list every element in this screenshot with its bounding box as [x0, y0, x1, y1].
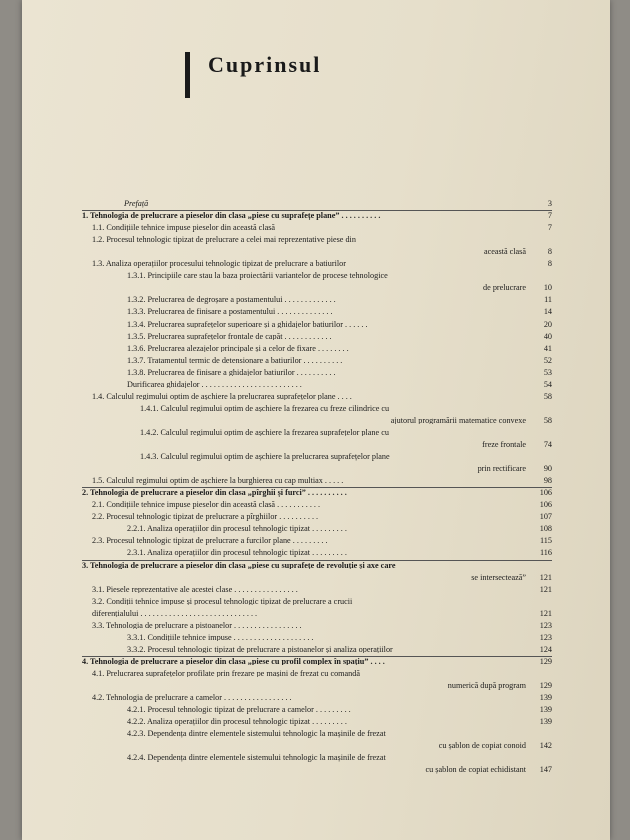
toc-entry	[82, 646, 552, 654]
toc-entry-page: 20	[543, 320, 552, 328]
toc-entry	[82, 694, 552, 702]
toc-entry-text: 1.4.3. Calculul regimului optim de așchiere la prelucrarea suprafețelor plane	[140, 453, 390, 461]
toc-entry-text: prin rectificare	[477, 465, 526, 473]
toc-entry	[82, 393, 552, 401]
toc-entry-text: 1.3.8. Prelucrarea de finisare a ghidajelor batiurilor . . . . . . . . . .	[127, 368, 336, 377]
toc-entry-text: 1.2. Procesul tehnologic tipizat de prelucrare a celei mai reprezentative piese din	[92, 236, 356, 244]
toc-entry	[82, 321, 552, 329]
toc-entry-page: 121	[539, 573, 552, 582]
toc-entry-text: 1.4.1. Calculul regimului optim de așchiere la frezarea cu freze cilindrice cu	[140, 404, 390, 413]
toc-entry-text: 2.3. Procesul tehnologic tipizat de prelucrare a furcilor plane . . . . . . . . .	[92, 537, 328, 545]
section-divider	[82, 210, 552, 211]
toc-entry	[82, 212, 552, 220]
toc-entry-page: 7	[547, 212, 552, 220]
toc-entry-page: 124	[539, 645, 552, 654]
toc-entry	[82, 501, 552, 509]
toc-entry-page: 116	[540, 549, 552, 557]
toc-entry-text: 4. Tehnologia de prelucrare a pieselor din clasa „piese cu profil complex în spațiu” . . . .	[82, 657, 385, 666]
toc-entry-page: 108	[539, 525, 552, 533]
toc-entry-text: 4.2.2. Analiza operațiilor din procesul tehnologic tipizat . . . . . . . . .	[127, 718, 347, 726]
toc-entry	[82, 272, 552, 280]
toc-entry-page: 90	[543, 465, 552, 473]
toc-entry-page: 106	[539, 501, 552, 509]
toc-entry	[82, 248, 552, 256]
toc-entry	[82, 345, 552, 353]
toc-entry-text: 3.3.1. Condițiile tehnice impuse . . . . . . . . . . . . . . . . . . . .	[127, 633, 314, 642]
toc-entry-text: 3. Tehnologia de prelucrare a pieselor din clasa „piese cu suprafețe de revoluție și axe care	[82, 561, 396, 569]
section-divider	[82, 656, 552, 657]
toc-entry-page: 7	[547, 224, 552, 232]
toc-entry-text: 1.3.6. Prelucrarea alezajelor principale și a celor de fixare . . . . . . . .	[127, 344, 349, 353]
toc-entry-text: se intersectează”	[471, 573, 526, 582]
toc-entry	[82, 562, 552, 570]
section-divider	[82, 560, 552, 561]
toc-entry-page: 40	[543, 332, 552, 341]
toc-entry	[82, 610, 552, 618]
toc-entry-page: 129	[539, 682, 552, 690]
toc-entry-page: 74	[543, 441, 552, 449]
toc-entry-page: 107	[539, 513, 552, 521]
toc-entry	[82, 453, 552, 461]
toc-entry-text: 3.1. Piesele reprezentative ale acestei clase . . . . . . . . . . . . . . . .	[92, 585, 298, 594]
toc-entry-text: 1.3.2. Prelucrarea de degroșare a postamentului . . . . . . . . . . . . .	[127, 296, 336, 304]
toc-entry-page: 115	[540, 537, 552, 545]
toc-entry-page: 11	[544, 296, 552, 304]
toc-entry-text: 1.1. Condițiile tehnice impuse pieselor din această clasă	[92, 224, 276, 232]
toc-entry	[82, 682, 552, 690]
toc-entry-page: 139	[539, 694, 552, 702]
toc-entry-text: 4.1. Prelucrarea suprafețelor profilate prin frezare pe mașini de frezat cu comandă	[92, 669, 361, 678]
toc-entry-page: 52	[543, 356, 552, 365]
toc-entry-text: 1.3.7. Tratamentul termic de detensionare a batiurilor . . . . . . . . . .	[127, 356, 343, 365]
toc-entry	[82, 284, 552, 292]
toc-entry-text: 1.3.1. Principiile care stau la baza proiectării variantelor de procese tehnologice	[127, 272, 388, 280]
toc-entry-page: 142	[539, 742, 552, 750]
toc-entry	[82, 200, 552, 208]
toc-entry	[82, 706, 552, 714]
toc-entry-page: 147	[539, 766, 552, 774]
toc-entry	[82, 754, 552, 762]
toc-entry-text: această clasă	[483, 248, 526, 256]
toc-entry	[82, 260, 552, 268]
toc-entry-page: 58	[543, 416, 552, 425]
toc-entry-text: 1.3. Analiza operațiilor procesului tehnologic tipizat de prelucrare a batiurilor	[92, 260, 346, 268]
toc-entry-page: 3	[547, 200, 552, 208]
section-divider	[82, 487, 552, 488]
toc-entry	[82, 417, 552, 425]
toc-entry-text: 4.2. Tehnologia de prelucrare a camelor . . . . . . . . . . . . . . . . .	[92, 694, 292, 702]
toc-entry-page: 58	[543, 392, 552, 401]
toc-entry-page: 98	[543, 477, 552, 485]
toc-entry-text: 4.2.3. Dependența dintre elementele sistemului tehnologic la mașinile de frezat	[127, 730, 386, 738]
toc-entry-text: 3.3. Tehnologia de prelucrare a pistoanelor . . . . . . . . . . . . . . . . .	[92, 621, 302, 630]
toc-entry-text: 1.5. Calculul regimului optim de așchiere la burghierea cu cap multiax . . . . .	[92, 477, 344, 485]
toc-entry-text: 3.3.2. Procesul tehnologic tipizat de prelucrare a pistoanelor și analiza operațiilor	[127, 645, 393, 654]
toc-entry-page: 123	[539, 633, 552, 642]
toc-entry-page: 129	[539, 657, 552, 666]
toc-entry-text: cu șablon de copiat conoid	[438, 742, 526, 750]
toc-entry-text: 1.4.2. Calculul regimului optim de așchiere la frezarea suprafețelor plane cu	[140, 428, 389, 437]
toc-entry	[82, 574, 552, 582]
toc-entry	[82, 730, 552, 738]
toc-entry-text: diferențialului . . . . . . . . . . . . . . . . . . . . . . . . . . . . .	[92, 609, 258, 618]
toc-entry	[82, 670, 552, 678]
toc-entry	[82, 441, 552, 449]
toc-entry-text: 2.3.1. Analiza operațiilor din procesul tehnologic tipizat . . . . . . . . .	[127, 549, 347, 557]
toc-entry	[82, 489, 552, 497]
toc-entry	[82, 658, 552, 666]
toc-entry-text: 2.2.1. Analiza operațiilor din procesul tehnologic tipizat . . . . . . . . .	[127, 525, 347, 533]
toc-entry-page: 54	[543, 380, 552, 389]
toc-entry	[82, 549, 552, 557]
toc-entry-page: 8	[547, 248, 552, 256]
toc-entry	[82, 381, 552, 389]
toc-entry	[82, 333, 552, 341]
toc-entry	[82, 622, 552, 630]
toc-entry	[82, 405, 552, 413]
toc-entry	[82, 598, 552, 606]
toc-entry	[82, 766, 552, 774]
toc-entry	[82, 718, 552, 726]
toc-entry	[82, 742, 552, 750]
toc-entry	[82, 308, 552, 316]
toc-entry-page: 139	[539, 718, 552, 726]
toc-entry-text: 1.3.5. Prelucrarea suprafețelor frontale de capăt . . . . . . . . . . . .	[127, 332, 332, 341]
toc-entry-page: 123	[539, 621, 552, 630]
toc-entry	[82, 429, 552, 437]
toc-entry	[82, 634, 552, 642]
toc-entry-text: 1.4. Calculul regimului optim de așchiere la prelucrarea suprafețelor plane . . . .	[92, 392, 352, 401]
title-bar-decoration	[185, 52, 190, 98]
toc-entry-text: 2. Tehnologia de prelucrare a pieselor din clasa „pîrghii și furci” . . . . . . . . . .	[82, 489, 347, 497]
toc-entry-text: 4.2.1. Procesul tehnologic tipizat de prelucrare a camelor . . . . . . . . .	[127, 706, 351, 714]
page-title: Cuprinsul	[208, 52, 322, 77]
toc-entry-page: 41	[543, 344, 552, 353]
toc-entry-text: 2.2. Procesul tehnologic tipizat de prelucrare a pîrghiilor . . . . . . . . . .	[92, 513, 319, 521]
toc-entry	[82, 357, 552, 365]
toc-entry	[82, 586, 552, 594]
toc-entry-page: 121	[539, 609, 552, 618]
toc-entry	[82, 369, 552, 377]
toc-entry-text: ajutorul programării matematice convexe	[390, 416, 526, 425]
toc-entry-text: de prelucrare	[483, 284, 526, 292]
toc-entry-page: 8	[547, 260, 552, 268]
toc-entry-page: 53	[543, 368, 552, 377]
toc-entry-page: 106	[539, 489, 552, 497]
toc-entry-text: 1. Tehnologia de prelucrare a pieselor din clasa „piese cu suprafețe plane” . . . . . . . . . .	[82, 212, 381, 220]
toc-entry-page: 139	[539, 706, 552, 714]
toc-entry-text: Prefață	[124, 200, 149, 208]
toc-entry	[82, 537, 552, 545]
toc-entry-text: cu șablon de copiat echidistant	[425, 766, 526, 774]
toc-entry	[82, 465, 552, 473]
toc-entry-text: 1.3.4. Prelucrarea suprafețelor superioare și a ghidajelor batiurilor . . . . . .	[127, 320, 368, 328]
toc-entry-text: 3.2. Condiții tehnice impuse și procesul tehnologic tipizat de prelucrare a crucii	[92, 597, 353, 606]
toc-entry-text: 1.3.3. Prelucrarea de finisare a postamentului . . . . . . . . . . . . . .	[127, 308, 333, 316]
toc-entry-page: 121	[539, 585, 552, 594]
toc-entry-text: Durificarea ghidajelor . . . . . . . . . . . . . . . . . . . . . . . . .	[127, 380, 302, 389]
toc-entry	[82, 296, 552, 304]
toc-entry	[82, 236, 552, 244]
toc-entry-text: freze frontale	[482, 441, 526, 449]
toc-entry	[82, 513, 552, 521]
toc-entry-text: 2.1. Condițiile tehnice impuse pieselor din această clasă . . . . . . . . . . .	[92, 501, 321, 509]
toc-entry	[82, 224, 552, 232]
toc-entry-page: 10	[543, 284, 552, 292]
toc-entry	[82, 477, 552, 485]
toc-entry-page: 14	[543, 308, 552, 316]
toc-entry-text: numerică după program	[447, 682, 526, 690]
book-page	[22, 0, 610, 840]
toc-entry	[82, 525, 552, 533]
toc-entry-text: 4.2.4. Dependența dintre elementele sistemului tehnologic la mașinile de frezat	[127, 754, 386, 762]
